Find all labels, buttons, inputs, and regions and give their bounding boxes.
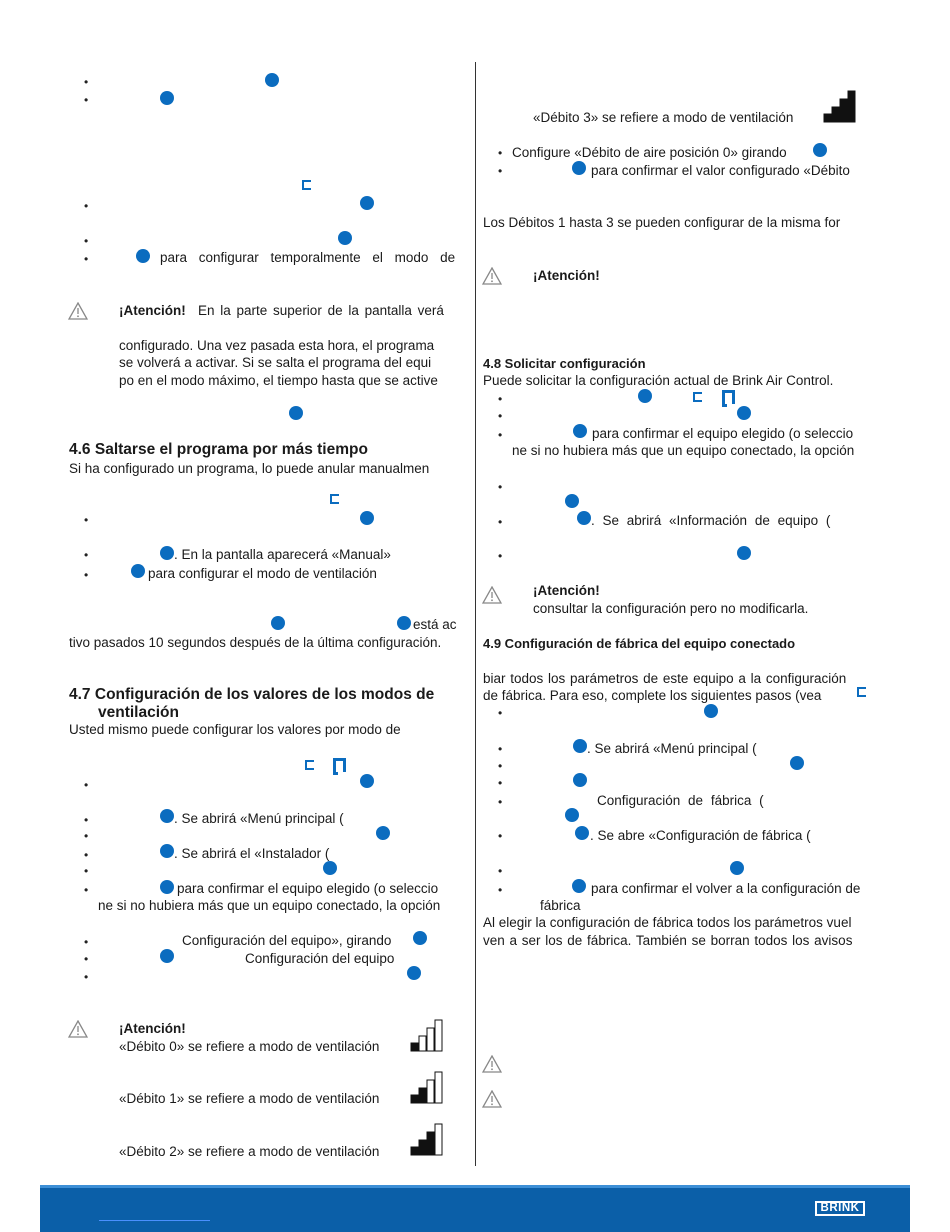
bullet: • (498, 795, 503, 809)
warning-icon (482, 586, 502, 604)
debitos-same-text: Los Débitos 1 hasta 3 se pueden configurar de la misma for (483, 215, 841, 230)
knob-icon (565, 494, 579, 508)
bullet: • (84, 935, 89, 949)
knob-icon (360, 511, 374, 525)
knob-icon (131, 564, 145, 578)
bullet: • (498, 515, 503, 529)
outro-text: ven a ser los de fábrica. También se borran todos los avisos (483, 933, 853, 948)
outro-text: Al elegir la configuración de fábrica todos los parámetros vuel (483, 915, 852, 930)
bullet: • (498, 480, 503, 494)
ventilation-level-0-icon (410, 1019, 443, 1052)
knob-icon (572, 161, 586, 175)
bullet: • (498, 864, 503, 878)
installer-text: . Se abrirá el «Instalador ( (174, 846, 330, 861)
knob-icon (360, 774, 374, 788)
info-text: . Se abrirá «Información de equipo ( (591, 513, 831, 528)
debito-1-text: «Débito 1» se refiere a modo de ventilación (119, 1091, 380, 1106)
knob-icon (577, 511, 591, 525)
confirm-text: para confirmar el equipo elegido (o seleccio (592, 426, 854, 441)
bullet: • (498, 883, 503, 897)
bullet: • (84, 252, 89, 266)
attention-text: consultar la configuración pero no modificarla. (533, 601, 809, 616)
bullet: • (84, 778, 89, 792)
attention-text: En la parte superior de la pantalla verá (198, 303, 444, 318)
section-heading-4-9: 4.9 Configuración de fábrica del equipo conectado (483, 636, 796, 651)
section-intro: biar todos los parámetros de este equipo a la configuración (483, 671, 847, 686)
bullet: • (84, 848, 89, 862)
section-intro: Si ha configurado un programa, lo puede anular manualmen (69, 461, 430, 476)
bullet: • (84, 829, 89, 843)
bullet: • (498, 549, 503, 563)
bullet: • (498, 164, 503, 178)
config-equipo-text: Configuración del equipo (245, 951, 395, 966)
attention-label: ¡Atención! (533, 268, 600, 283)
section-intro: de fábrica. Para eso, complete los siguientes pasos (vea (483, 688, 822, 703)
column-divider (475, 62, 476, 1166)
section-heading-4-7: 4.7 Configuración de los valores de los modos de (69, 686, 435, 703)
bullet: • (498, 829, 503, 843)
knob-icon (160, 844, 174, 858)
knob-icon (573, 773, 587, 787)
knob-icon (271, 616, 285, 630)
page-footer (40, 1185, 910, 1232)
factory-opens-text: . Se abre «Configuración de fábrica ( (590, 828, 811, 843)
attention-label: ¡Atención! (119, 1021, 186, 1036)
knob-icon (338, 231, 352, 245)
section-heading-4-7-cont: ventilación (98, 704, 179, 721)
knob-icon (565, 808, 579, 822)
bullet: • (84, 813, 89, 827)
bullet: • (84, 864, 89, 878)
knob-icon (160, 546, 174, 560)
bullet: • (498, 146, 503, 160)
menu-text: . Se abrirá «Menú principal ( (587, 741, 757, 756)
bracket-icon (333, 758, 346, 772)
bracket-icon (722, 390, 735, 404)
attention-text: configurado. Una vez pasada esta hora, el programa (119, 338, 435, 353)
warning-icon (68, 1020, 88, 1038)
bracket-icon (302, 180, 311, 190)
debito-0-text: «Débito 0» se refiere a modo de ventilación (119, 1039, 380, 1054)
attention-label: ¡Atención! (119, 303, 186, 318)
knob-icon (790, 756, 804, 770)
knob-icon (413, 931, 427, 945)
knob-icon (289, 406, 303, 420)
knob-icon (573, 424, 587, 438)
knob-icon (160, 949, 174, 963)
config-mode-text: para configurar el modo de ventilación (148, 566, 377, 581)
bullet: • (84, 952, 89, 966)
configure-text: Configure «Débito de aire posición 0» girando (512, 145, 787, 160)
bullet: • (498, 428, 503, 442)
bullet-temporal-text: para configurar temporalmente el modo de (160, 250, 456, 265)
knob-icon (572, 879, 586, 893)
knob-icon (737, 406, 751, 420)
section-intro: Puede solicitar la configuración actual de Brink Air Control. (483, 373, 834, 388)
knob-icon (407, 966, 421, 980)
knob-icon (265, 73, 279, 87)
warning-icon (68, 302, 88, 320)
confirm-text: ne si no hubiera más que un equipo conectado, la opción (512, 443, 855, 458)
footer-link[interactable] (99, 1220, 210, 1221)
bracket-icon (857, 687, 866, 697)
knob-icon (397, 616, 411, 630)
confirm-text: ne si no hubiera más que un equipo conectado, la opción (98, 898, 441, 913)
confirm-text: fábrica (540, 898, 581, 913)
confirm-text: para confirmar el volver a la configuración de (591, 881, 861, 896)
factory-text: Configuración de fábrica ( (597, 793, 764, 808)
knob-icon (573, 739, 587, 753)
debito-2-text: «Débito 2» se refiere a modo de ventilación (119, 1144, 380, 1159)
brink-logo: BRINK (815, 1201, 865, 1216)
knob-icon (704, 704, 718, 718)
knob-icon (160, 809, 174, 823)
confirm-text: para confirmar el valor configurado «Débito (591, 163, 850, 178)
bullet: • (84, 93, 89, 107)
knob-icon (160, 880, 174, 894)
bracket-icon (330, 494, 339, 504)
knob-icon (376, 826, 390, 840)
knob-icon (323, 861, 337, 875)
bullet: • (84, 234, 89, 248)
knob-icon (360, 196, 374, 210)
warning-icon (482, 1055, 502, 1073)
debito-3-text: «Débito 3» se refiere a modo de ventilación (533, 110, 794, 125)
ventilation-level-1-icon (410, 1071, 443, 1104)
active-text: tivo pasados 10 segundos después de la última configuración. (69, 635, 442, 650)
bracket-icon (693, 392, 702, 402)
knob-icon (575, 826, 589, 840)
bullet: • (498, 392, 503, 406)
menu-text: . Se abrirá «Menú principal ( (174, 811, 344, 826)
attention-text: po en el modo máximo, el tiempo hasta que se active (119, 373, 438, 388)
ventilation-level-3-icon (823, 90, 856, 123)
bullet: • (84, 548, 89, 562)
bullet: • (498, 759, 503, 773)
section-heading-4-6: 4.6 Saltarse el programa por más tiempo (69, 441, 368, 458)
knob-icon (813, 143, 827, 157)
bullet: • (84, 883, 89, 897)
config-equipo-text: Configuración del equipo», girando (182, 933, 392, 948)
knob-icon (136, 249, 150, 263)
knob-icon (638, 389, 652, 403)
warning-icon (482, 1090, 502, 1108)
knob-icon (737, 546, 751, 560)
section-heading-4-8: 4.8 Solicitar configuración (483, 356, 646, 371)
bullet: • (84, 568, 89, 582)
ventilation-level-2-icon (410, 1123, 443, 1156)
knob-icon (730, 861, 744, 875)
bracket-icon (305, 760, 314, 770)
bullet: • (498, 706, 503, 720)
attention-text: se volverá a activar. Si se salta el programa del equi (119, 355, 432, 370)
knob-icon (160, 91, 174, 105)
bullet: • (84, 75, 89, 89)
confirm-text: para confirmar el equipo elegido (o seleccio (177, 881, 439, 896)
warning-icon (482, 267, 502, 285)
bullet: • (84, 513, 89, 527)
section-intro: Usted mismo puede configurar los valores por modo de (69, 722, 401, 737)
attention-label: ¡Atención! (533, 583, 600, 598)
bullet: • (498, 409, 503, 423)
bullet: • (84, 199, 89, 213)
manual-text: . En la pantalla aparecerá «Manual» (174, 547, 391, 562)
bullet: • (84, 970, 89, 984)
bullet: • (498, 742, 503, 756)
bullet: • (498, 776, 503, 790)
active-text: está ac (413, 617, 457, 632)
